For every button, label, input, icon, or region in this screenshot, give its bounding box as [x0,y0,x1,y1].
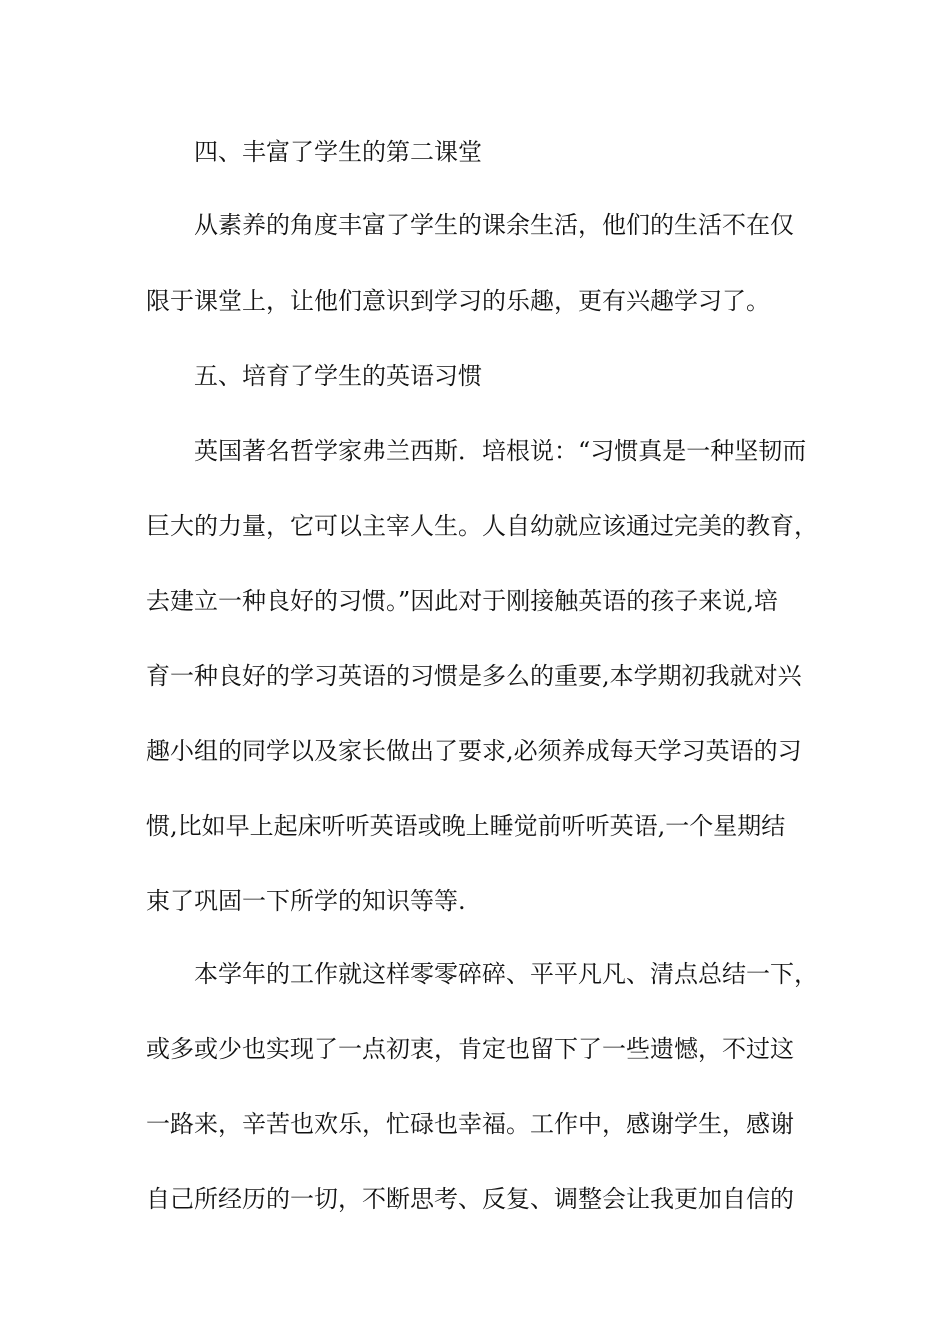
heading-five: 五、培育了学生的英语习惯 [194,362,482,390]
text-line: 自己所经历的一切，不断思考、反复、调整会让我更加自信的 [146,1185,794,1213]
text-line: 去建立一种良好的习惯。”因此对于刚接触英语的孩子来说,培 [146,587,778,615]
text-line: 限于课堂上，让他们意识到学习的乐趣，更有兴趣学习了。 [146,287,770,315]
text-line: 本学年的工作就这样零零碎碎、平平凡凡、清点总结一下， [194,960,818,988]
text-line: 或多或少也实现了一点初衷，肯定也留下了一些遗憾，不过这 [146,1035,794,1063]
text-line: 巨大的力量，它可以主宰人生。人自幼就应该通过完美的教育， [146,512,818,540]
heading-four: 四、丰富了学生的第二课堂 [194,138,482,166]
text-line: 束了巩固一下所学的知识等等. [146,887,466,915]
text-line: 一路来，辛苦也欢乐，忙碌也幸福。工作中，感谢学生，感谢 [146,1110,794,1138]
text-line: 从素养的角度丰富了学生的课余生活，他们的生活不在仅 [194,211,794,239]
text-line: 惯,比如早上起床听听英语或晚上睡觉前听听英语,一个星期结 [146,812,786,840]
text-line: 趣小组的同学以及家长做出了要求,必须养成每天学习英语的习 [146,737,802,765]
text-line: 英国著名哲学家弗兰西斯．培根说：“习惯真是一种坚韧而 [194,437,807,465]
text-line: 育一种良好的学习英语的习惯是多么的重要,本学期初我就对兴 [146,662,802,690]
